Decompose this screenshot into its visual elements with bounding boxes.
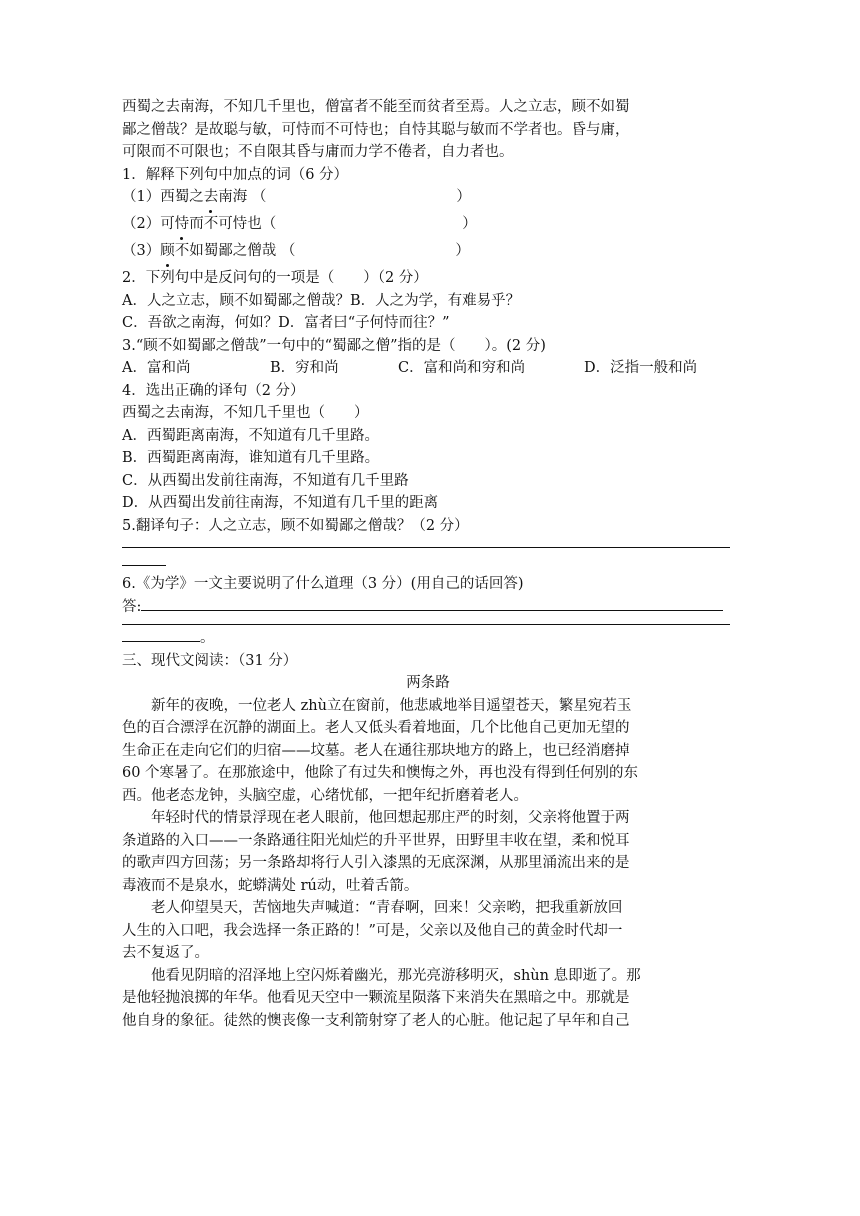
question-1-item-1 — [122, 186, 734, 213]
item-text: （1）西蜀之 — [122, 189, 204, 205]
paragraph-line: 他看见阴暗的沼泽地上空闪烁着幽光，那光亮游移明灭，shùn 息即逝了。那 — [151, 967, 641, 984]
option-b[interactable]: B．穷和尚 — [270, 360, 339, 376]
answer-line[interactable] — [141, 596, 723, 611]
passage-line: 鄙之僧哉？是故聪与敏，可恃而不可恃也；自恃其聪与敏而不学者也。昏与庸， — [122, 121, 630, 138]
passage-line: 西蜀之去南海，不知几千里也，僧富者不能至而贫者至焉。人之立志，顾不如蜀 — [122, 99, 630, 115]
article-paragraph — [122, 965, 734, 1033]
paragraph-line: 新年的夜晚，一位老人 zhù立在窗前，他悲戚地举目遥望苍天，繁星宛若玉 — [151, 697, 632, 714]
question-3-options — [122, 357, 734, 380]
question-2 — [122, 267, 734, 335]
classical-passage — [122, 96, 734, 164]
option-d[interactable]: D．从西蜀出发前往南海，不知道有几千里的距离 — [122, 495, 439, 511]
option-a[interactable]: A．西蜀距离南海，不知道有几千里路。 — [122, 427, 379, 444]
question-5 — [122, 515, 734, 568]
question-4-sentence: 西蜀之去南海，不知几千里也（ ） — [122, 405, 369, 421]
item-text: ） — [462, 216, 477, 232]
paragraph-line: 60 个寒暑了。在那旅途中，他除了有过失和懊悔之外，再也没有得到任何别的东 — [122, 765, 639, 781]
answer-line-tail — [122, 548, 734, 567]
question-2-options: C．吾欲之南海，何如？D．富者曰“子何恃而往？” — [122, 315, 450, 331]
paragraph-line: 生命正在走向它们的归宿——坟墓。老人在通往那块地方的路上，也已经消磨掉 — [122, 742, 630, 759]
question-4-stem: 4．选出正确的译句（2 分） — [122, 382, 305, 399]
item-text: ） — [456, 189, 471, 205]
item-text: （3） — [122, 243, 161, 259]
item-text: 不如蜀鄙之僧哉 （ — [174, 243, 296, 259]
question-4 — [122, 380, 734, 515]
paragraph-line: 他自身的象征。徒然的懊丧像一支利箭射穿了老人的心脏。他记起了早年和自己 — [122, 1012, 630, 1029]
question-2-stem: 2．下列句中是反问句的一项是（ ）（2 分） — [122, 270, 428, 286]
section-heading: 三、现代文阅读：（31 分） — [122, 652, 298, 669]
answer-line[interactable] — [122, 624, 730, 625]
period: 。 — [200, 630, 215, 646]
answer-line-short[interactable] — [122, 551, 166, 566]
question-1 — [122, 164, 734, 268]
paragraph-line: 条道路的入口——一条路通往阳光灿烂的升平世界，田野里丰收在望，柔和悦耳 — [122, 832, 630, 849]
option-d[interactable]: D．泛指一般和尚 — [584, 360, 698, 376]
paragraph-line: 西。他老态龙钟，头脑空虚，心绪忧郁，一把年纪折磨着老人。 — [122, 787, 528, 804]
answer-label: 答: — [122, 598, 142, 615]
option-c[interactable]: C．从西蜀出发前往南海，不知道有几千里路 — [122, 472, 409, 489]
item-text: 南海 （ — [218, 189, 267, 205]
article-paragraph — [122, 695, 734, 808]
option-b[interactable]: B．西蜀距离南海，谁知道有几千里路。 — [122, 450, 380, 466]
article-title: 两条路 — [406, 675, 450, 691]
option-c[interactable]: C．富和尚和穷和尚 — [398, 360, 526, 376]
question-6-stem: 6.《为学》一文主要说明了什么道理（3 分）(用自己的话回答) — [122, 576, 524, 592]
question-6-answer-end — [122, 627, 734, 650]
question-6 — [122, 573, 734, 650]
article-paragraph — [122, 807, 734, 897]
item-text: ） — [455, 243, 470, 259]
question-5-stem: 5.翻译句子：人之立志，顾不如蜀鄙之僧哉？（2 分） — [122, 517, 469, 534]
question-2-options: A．人之立志，顾不如蜀鄙之僧哉？B．人之为学，有难易乎？ — [122, 292, 521, 309]
paragraph-line: 去不复返了。 — [122, 945, 209, 961]
paragraph-line: 的歌声四方回荡；另一条路却将行人引入漆黑的无底深渊，从那里涌流出来的是 — [122, 855, 630, 871]
question-6-answer — [122, 596, 734, 619]
passage-line: 可限而不可限也；不自限其昏与庸而力学不倦者，自力者也。 — [122, 144, 514, 160]
item-text: 而不可恃也（ — [189, 216, 277, 232]
question-1-item-3 — [122, 240, 734, 267]
exam-page — [122, 96, 734, 1032]
question-3 — [122, 335, 734, 380]
paragraph-line: 毒液而不是泉水，蛇蟒满处 rú动，吐着舌箭。 — [122, 877, 419, 894]
question-1-item-2 — [122, 213, 734, 240]
dotted-word: 顾 — [160, 240, 175, 263]
paragraph-line: 色的百合漂浮在沉静的湖面上。老人又低头看着地面，几个比他自己更加无望的 — [122, 720, 630, 736]
answer-line-short[interactable] — [122, 627, 200, 642]
paragraph-line: 年轻时代的情景浮现在老人眼前，他回想起那庄严的时刻，父亲将他置于两 — [151, 810, 630, 826]
question-3-stem: 3.“顾不如蜀鄙之僧哉”一句中的“蜀鄙之僧”指的是（ ）。(2 分) — [122, 337, 546, 354]
dotted-word: 恃 — [175, 213, 190, 236]
dotted-word: 去 — [204, 186, 219, 209]
paragraph-line: 老人仰望昊天，苦恼地失声喊道：“青春啊，回来！父亲哟，把我重新放回 — [151, 900, 623, 916]
modern-reading-section — [122, 650, 734, 1033]
article-paragraph — [122, 897, 734, 965]
item-text: （2）可 — [122, 216, 175, 232]
option-a[interactable]: A．富和尚 — [122, 360, 191, 376]
paragraph-line: 人生的入口吧，我会选择一条正路的！”可是，父亲以及他自己的黄金时代却一 — [122, 922, 623, 939]
question-1-stem: 1．解释下列句中加点的词（6 分） — [122, 166, 349, 183]
paragraph-line: 是他轻抛浪掷的年华。他看见天空中一颗流星陨落下来消失在黑暗之中。那就是 — [122, 990, 630, 1006]
